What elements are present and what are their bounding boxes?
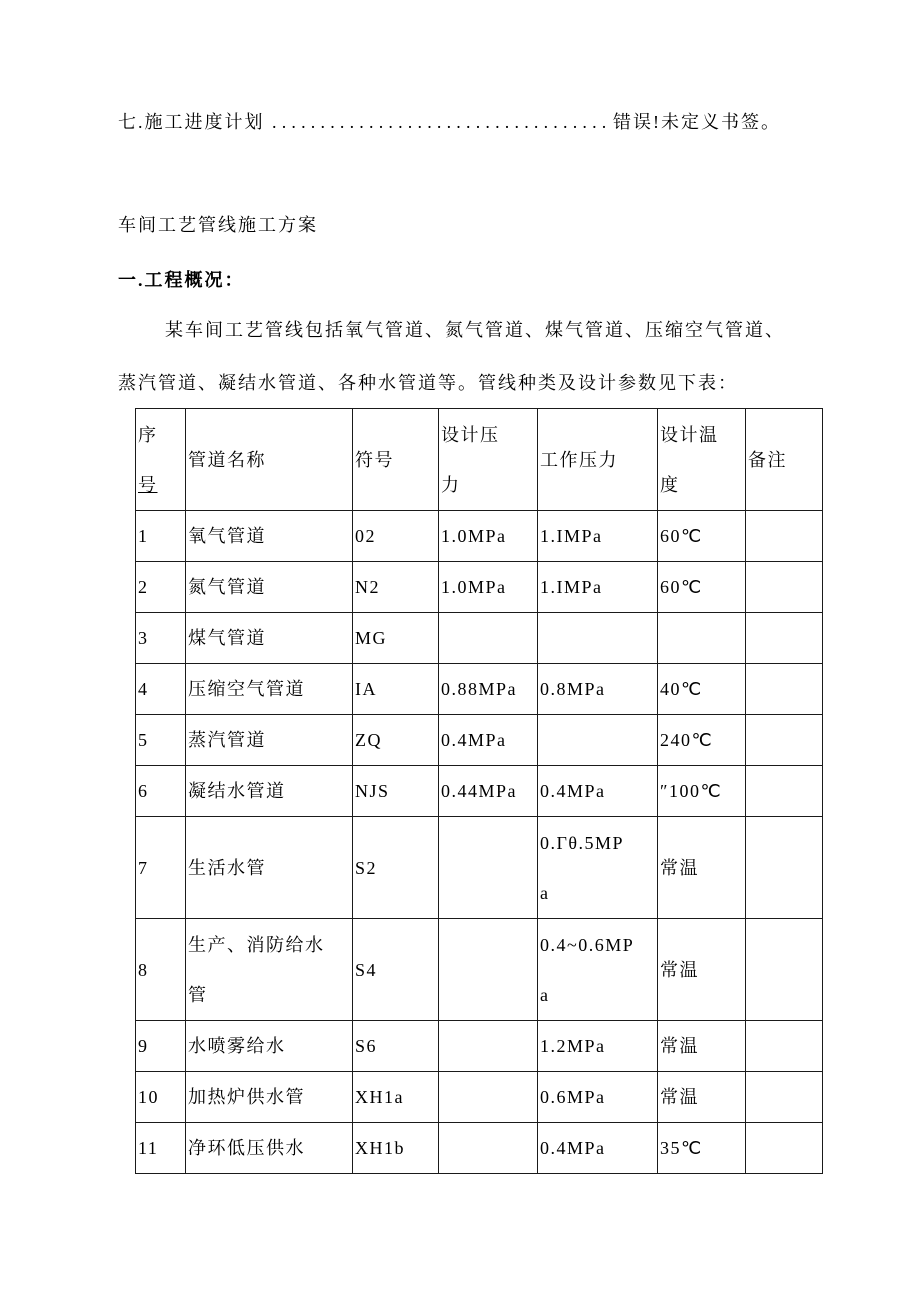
cell-design-temp: 常温 <box>658 817 746 919</box>
header-no-line: 号 <box>138 474 158 495</box>
paragraph-line: 某车间工艺管线包括氧气管道、氮气管道、煤气管道、压缩空气管道、 <box>165 320 785 340</box>
cell-design-temp: 常温 <box>658 919 746 1021</box>
cell-pipe-name: 生活水管 <box>186 817 353 919</box>
cell-design-temp: 60℃ <box>658 511 746 562</box>
header-design-pressure <box>439 409 538 511</box>
cell-pipe-name: 氧气管道 <box>186 511 353 562</box>
cell-no: 7 <box>136 817 186 919</box>
toc-entry-leader: ................................... <box>272 112 612 132</box>
cell-design-pressure <box>439 919 538 1021</box>
cell-design-temp: 常温 <box>658 1072 746 1123</box>
table-row <box>136 766 823 817</box>
cell-design-pressure <box>439 817 538 919</box>
cell-pipe-name: 煤气管道 <box>186 613 353 664</box>
cell-pipe-name <box>186 919 353 1021</box>
cell-remark <box>746 1072 823 1123</box>
cell-symbol: S2 <box>353 817 439 919</box>
cell-design-pressure: 0.4MPa <box>439 715 538 766</box>
cell-design-pressure: 1.0MPa <box>439 562 538 613</box>
cell-no: 10 <box>136 1072 186 1123</box>
cell-work-pressure-line: a <box>540 882 550 903</box>
cell-symbol: NJS <box>353 766 439 817</box>
cell-work-pressure: 0.4MPa <box>538 1123 658 1174</box>
cell-work-pressure-line: 0.4~0.6MP <box>540 934 635 955</box>
toc-entry-page-ref[interactable]: 错误!未定义书签。 <box>613 112 781 132</box>
cell-pipe-name: 净环低压供水 <box>186 1123 353 1174</box>
cell-work-pressure <box>538 817 658 919</box>
cell-symbol: XH1b <box>353 1123 439 1174</box>
cell-symbol: 02 <box>353 511 439 562</box>
cell-design-pressure: 0.88MPa <box>439 664 538 715</box>
table-row <box>136 1072 823 1123</box>
cell-design-pressure <box>439 613 538 664</box>
cell-design-temp: 35℃ <box>658 1123 746 1174</box>
table-header-row <box>136 409 823 511</box>
cell-no: 8 <box>136 919 186 1021</box>
cell-work-pressure: 1.IMPa <box>538 511 658 562</box>
cell-remark <box>746 817 823 919</box>
header-work-pressure: 工作压力 <box>538 409 658 511</box>
header-design-temp-line: 度 <box>660 474 680 495</box>
header-design-pressure-line: 设计压 <box>441 424 500 445</box>
cell-design-pressure: 0.44MPa <box>439 766 538 817</box>
cell-symbol: S6 <box>353 1021 439 1072</box>
cell-symbol: XH1a <box>353 1072 439 1123</box>
cell-remark <box>746 664 823 715</box>
cell-pipe-name: 氮气管道 <box>186 562 353 613</box>
header-design-temp <box>658 409 746 511</box>
pipeline-parameter-table <box>135 408 823 1174</box>
cell-symbol: N2 <box>353 562 439 613</box>
cell-remark <box>746 511 823 562</box>
cell-symbol: ZQ <box>353 715 439 766</box>
cell-pipe-name-line: 生产、消防给水 <box>188 934 325 955</box>
cell-design-pressure <box>439 1123 538 1174</box>
table-row <box>136 919 823 1021</box>
cell-symbol: IA <box>353 664 439 715</box>
cell-work-pressure <box>538 613 658 664</box>
cell-remark <box>746 766 823 817</box>
header-design-pressure-line: 力 <box>441 474 461 495</box>
cell-design-temp: 240℃ <box>658 715 746 766</box>
paragraph-line: 蒸汽管道、凝结水管道、各种水管道等。管线种类及设计参数见下表： <box>118 373 738 393</box>
cell-work-pressure-line: a <box>540 984 550 1005</box>
table-row <box>136 562 823 613</box>
cell-design-temp: 常温 <box>658 1021 746 1072</box>
cell-pipe-name: 加热炉供水管 <box>186 1072 353 1123</box>
cell-design-temp <box>658 613 746 664</box>
cell-design-temp: 60℃ <box>658 562 746 613</box>
table-row <box>136 613 823 664</box>
table-row <box>136 1123 823 1174</box>
cell-design-pressure <box>439 1021 538 1072</box>
cell-pipe-name: 蒸汽管道 <box>186 715 353 766</box>
cell-pipe-name: 压缩空气管道 <box>186 664 353 715</box>
header-no <box>136 409 186 511</box>
cell-remark <box>746 562 823 613</box>
cell-work-pressure: 1.2MPa <box>538 1021 658 1072</box>
cell-work-pressure: 0.6MPa <box>538 1072 658 1123</box>
cell-no: 11 <box>136 1123 186 1174</box>
cell-design-pressure: 1.0MPa <box>439 511 538 562</box>
cell-pipe-name: 凝结水管道 <box>186 766 353 817</box>
header-symbol: 符号 <box>353 409 439 511</box>
cell-remark <box>746 919 823 1021</box>
document-title: 车间工艺管线施工方案 <box>118 215 318 235</box>
cell-no: 9 <box>136 1021 186 1072</box>
cell-no: 6 <box>136 766 186 817</box>
cell-remark <box>746 715 823 766</box>
cell-no: 1 <box>136 511 186 562</box>
header-design-temp-line: 设计温 <box>660 424 719 445</box>
cell-design-temp: ″100℃ <box>658 766 746 817</box>
header-pipe-name: 管道名称 <box>186 409 353 511</box>
cell-no: 2 <box>136 562 186 613</box>
cell-work-pressure <box>538 919 658 1021</box>
cell-no: 5 <box>136 715 186 766</box>
cell-work-pressure-line: 0.Γθ.5MP <box>540 832 625 853</box>
table-row <box>136 715 823 766</box>
toc-entry-title[interactable]: 七.施工进度计划 <box>118 112 265 132</box>
cell-design-temp: 40℃ <box>658 664 746 715</box>
cell-no: 3 <box>136 613 186 664</box>
table-row <box>136 511 823 562</box>
cell-pipe-name: 水喷雾给水 <box>186 1021 353 1072</box>
cell-symbol: MG <box>353 613 439 664</box>
header-remark: 备注 <box>746 409 823 511</box>
cell-symbol: S4 <box>353 919 439 1021</box>
cell-remark <box>746 613 823 664</box>
cell-work-pressure: 0.4MPa <box>538 766 658 817</box>
header-no-line: 序 <box>138 424 158 445</box>
table-row <box>136 664 823 715</box>
cell-remark <box>746 1021 823 1072</box>
cell-no: 4 <box>136 664 186 715</box>
table-row <box>136 817 823 919</box>
cell-design-pressure <box>439 1072 538 1123</box>
cell-work-pressure: 1.IMPa <box>538 562 658 613</box>
cell-work-pressure: 0.8MPa <box>538 664 658 715</box>
cell-work-pressure <box>538 715 658 766</box>
cell-pipe-name-line: 管 <box>188 984 208 1005</box>
table-row <box>136 1021 823 1072</box>
cell-remark <box>746 1123 823 1174</box>
section-heading: 一.工程概况： <box>118 270 245 290</box>
